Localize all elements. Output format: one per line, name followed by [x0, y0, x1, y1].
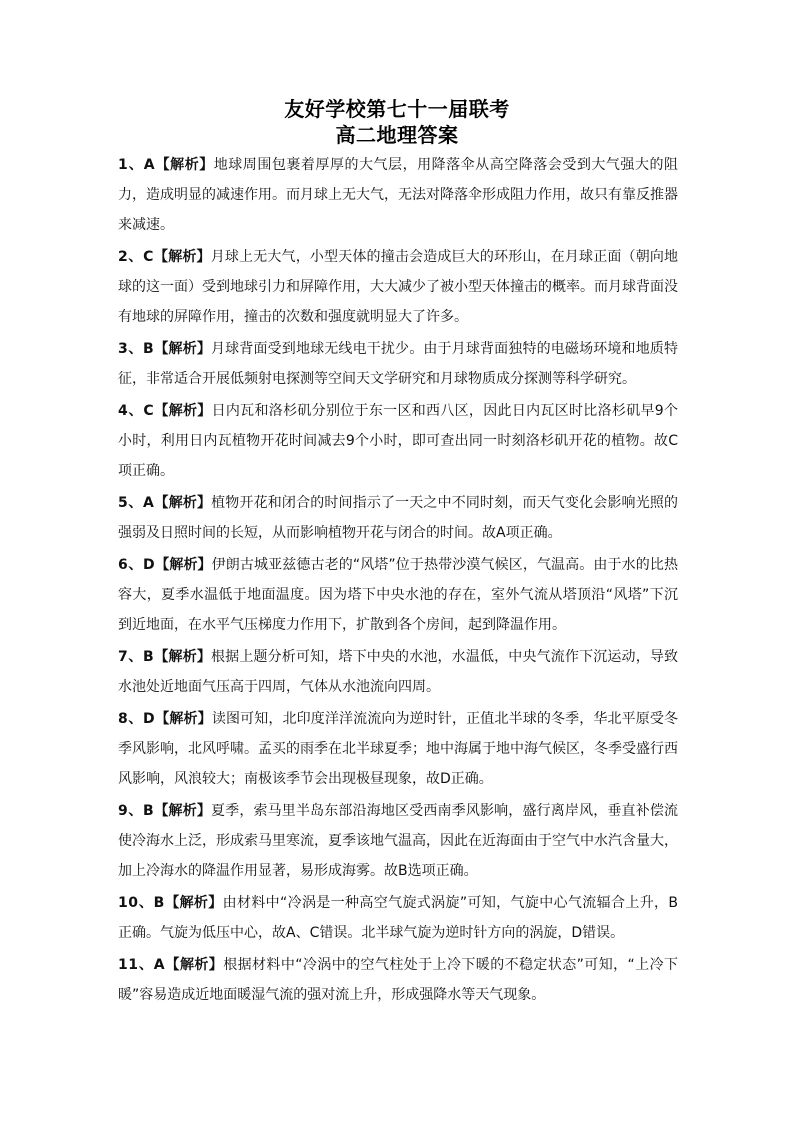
analysis-tag: 【解析】 — [154, 403, 212, 419]
answer-list — [118, 150, 678, 1012]
analysis-tag: 【解析】 — [155, 557, 212, 573]
analysis-tag: 【解析】 — [154, 341, 212, 357]
analysis-text: 夏季，索马里半岛东部沿海地区受西南季风影响，盛行离岸风，垂直补偿流使冷海水上泛，形成索马里寒流，夏季该地气温高，因此在近海面由于空气中水汽含量大，加上冷海水的降温作用显著，易形成海雾。故B选项正确。 — [118, 803, 679, 879]
analysis-text: 地球周围包裹着厚厚的大气层，用降落伞从高空降落会受到大气强大的阻力，造成明显的减速作用。而月球上无大气，无法对降落伞形成阻力作用，故只有靠反推器来减速。 — [118, 157, 679, 233]
document-title — [0, 96, 794, 148]
answer-number: 7、B — [118, 649, 155, 665]
answer-number: 6、D — [118, 557, 156, 573]
answer-number: 5、A — [118, 495, 155, 511]
exam-title: 友好学校第七十一届联考 — [284, 97, 510, 121]
analysis-tag: 【解析】 — [154, 649, 212, 665]
analysis-text: 月球背面受到地球无线电干扰少。由于月球背面独特的电磁场环境和地质特征，非常适合开展低频射电探测等空间天文学研究和月球物质成分探测等科学研究。 — [118, 341, 679, 387]
answer-item-3 — [118, 334, 678, 394]
answer-item-11 — [118, 950, 678, 1010]
analysis-tag: 【解析】 — [155, 711, 212, 727]
answer-subtitle: 高二地理答案 — [335, 123, 459, 147]
analysis-tag: 【解析】 — [154, 803, 212, 819]
answer-item-8 — [118, 704, 678, 794]
analysis-tag: 【解析】 — [153, 249, 211, 265]
answer-number: 9、B — [118, 803, 155, 819]
analysis-text: 根据上题分析可知，塔下中央的水池，水温低，中央气流作下沉运动，导致水池处近地面气压高于四周，气体从水池流向四周。 — [118, 649, 679, 695]
answer-number: 11、A — [118, 957, 166, 973]
answer-number: 10、B — [118, 895, 165, 911]
answer-number: 3、B — [118, 341, 155, 357]
answer-number: 8、D — [118, 711, 156, 727]
answer-item-5 — [118, 488, 678, 548]
answer-item-7 — [118, 642, 678, 702]
analysis-tag: 【解析】 — [165, 957, 224, 973]
answer-item-1 — [118, 150, 678, 240]
analysis-tag: 【解析】 — [155, 157, 214, 173]
analysis-text: 日内瓦和洛杉矶分别位于东一区和西八区，因此日内瓦区时比洛杉矶早9个小时，利用日内瓦植物开花时间减去9个小时，即可查出同一时刻洛杉矶开花的植物。故C项正确。 — [118, 403, 678, 479]
analysis-tag: 【解析】 — [154, 495, 212, 511]
analysis-text: 根据材料中“冷涡中的空气柱处于上冷下暖的不稳定状态”可知，“上冷下暖”容易造成近地面暖湿气流的强对流上升，形成强降水等天气现象。 — [118, 957, 678, 1003]
answer-item-10 — [118, 888, 678, 948]
answer-number: 1、A — [118, 157, 156, 173]
analysis-text: 伊朗古城亚兹德古老的“风塔”位于热带沙漠气候区，气温高。由于水的比热容大，夏季水温低于地面温度。因为塔下中央水池的存在，室外气流从塔顶沿“风塔”下沉到近地面，在水平气压梯度力作用下，扩散到各个房间，起到降温作用。 — [118, 557, 678, 633]
analysis-text: 读图可知，北印度洋洋流流向为逆时针，正值北半球的冬季，华北平原受冬季风影响，北风呼啸。孟买的雨季在北半球夏季；地中海属于地中海气候区，冬季受盛行西风影响，风浪较大；南极该季节会出现极昼现象，故D正确。 — [118, 711, 679, 787]
answer-item-4 — [118, 396, 678, 486]
analysis-text: 由材料中“冷涡是一种高空气旋式涡旋”可知，气旋中心气流辐合上升，B正确。气旋为低压中心，故A、C错误。北半球气旋为逆时针方向的涡旋，D错误。 — [118, 895, 679, 941]
answer-item-6 — [118, 550, 678, 640]
analysis-text: 月球上无大气，小型天体的撞击会造成巨大的环形山，在月球正面（朝向地球的这一面）受到地球引力和屏障作用，大大减少了被小型天体撞击的概率。而月球背面没有地球的屏障作用，撞击的次数和强度就明显大了许多。 — [118, 249, 679, 325]
answer-number: 4、C — [118, 403, 155, 419]
analysis-tag: 【解析】 — [164, 895, 223, 911]
answer-number: 2、C — [118, 249, 154, 265]
answer-item-2 — [118, 242, 678, 332]
analysis-text: 植物开花和闭合的时间指示了一天之中不同时刻，而天气变化会影响光照的强弱及日照时间的长短，从而影响植物开花与闭合的时间。故A项正确。 — [118, 495, 679, 541]
answer-item-9 — [118, 796, 678, 886]
